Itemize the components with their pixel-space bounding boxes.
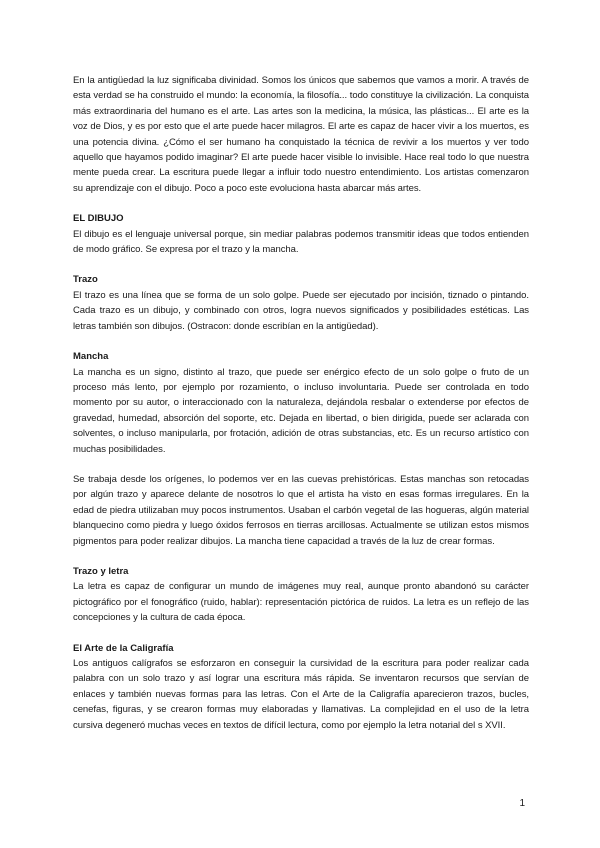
intro-paragraph: En la antigüedad la luz significaba divinidad. Somos los únicos que sabemos que vamos a morir. A través de esta verdad se ha construido el mundo: la economía, la filosofía... todo constituye la civilización. La conquista más extraordinaria del humano es el arte. Las artes son la medicina, la música, las plásticas... El arte es la voz de Dios, y es por esto que el arte puede hacer milagros. El arte es capaz de hacer vivir a los muertos, es una potencia divina. ¿Cómo el ser humano ha conquistado la técnica de revivir a los muertos y ver todo aquello que hayamos podido imaginar? El arte puede hacer visible lo invisible. Hace real todo lo que nuestra mente pueda crear. La escritura puede llegar a influir todo nuestro entendimiento. Los artistas comenzaron su aprendizaje con el dibujo. Poco a poco este evoluciona hasta abarcar más artes. [73, 75, 529, 194]
dibujo-paragraph: El dibujo es el lenguaje universal porque, sin mediar palabras podemos transmitir ideas que todos entienden de modo gráfico. Se expresa por el trazo y la mancha. [73, 228, 529, 256]
heading-caligrafia: El Arte de la Caligrafía [73, 642, 174, 654]
trazo-y-letra-paragraph: La letra es capaz de configurar un mundo de imágenes muy real, aunque pronto abandonó su carácter pictográfico por el fonográfico (ruido, hablar): representación pictórica de ruidos. La letra es un reflejo de las concepciones y la cultura de cada época. [73, 581, 529, 624]
mancha-paragraph: La mancha es un signo, distinto al trazo, que puede ser enérgico efecto de un solo golpe o fruto de un proceso más lento, por ejemplo por rozamiento, o incluso involuntaria. Puede ser controlada en todo momento por su autor, o interaccionado con la naturaleza, dejándola resbalar o extenderse por efectos de gravedad, humedad, absorción del soporte, etc. Dejada en libertad, o bien dirigida, puede ser aclarada con solventes, o incluso manipularla, por frotación, adición de otras substancias, etc. Es un recurso artístico con muchas posibilidades. [73, 366, 529, 455]
heading-trazo: Trazo [73, 274, 98, 286]
caligrafia-paragraph: Los antiguos calígrafos se esforzaron en conseguir la cursividad de la escritura para poder realizar cada palabra con un solo trazo y así lograr una escritura más rápida. Se inventaron recursos que servían de enlaces y también nuevas formas para las letras. Con el Arte de la Caligrafía aparecieron trazos, bucles, cenefas, figuras, y se crearon formas muy elaboradas y llamativas. La complejidad en el uso de la letra cursiva degeneró muchas veces en textos de difícil lectura, como por ejemplo la letra notarial del s XVII. [73, 658, 529, 731]
document-body [73, 73, 529, 733]
heading-trazo-y-letra: Trazo y letra [73, 565, 129, 577]
heading-mancha: Mancha [73, 351, 109, 363]
heading-el-dibujo: EL DIBUJO [73, 213, 124, 225]
mancha-paragraph-2: Se trabaja desde los orígenes, lo podemos ver en las cuevas prehistóricas. Estas manchas son retocadas por algún trazo y aparece delante de nosotros lo que el artista ha visto en esas formas irregulares. En la edad de piedra utilizaban muy pocos instrumentos. Usaban el carbón vegetal de las hogueras, algún material blanquecino como piedra y luego óxidos ferrosos en tierras arcillosas. Actualmente se utilizan estos mismos pigmentos para poder realizar dibujos. La mancha tiene capacidad a través de la luz de crear formas. [73, 473, 529, 547]
trazo-paragraph: El trazo es una línea que se forma de un solo golpe. Puede ser ejecutado por incisión, tiznado o pintando. Cada trazo es un dibujo, y combinado con otros, logra nuevos significados y posibilidades estéticas. Las letras también son dibujos. (Ostracon: donde escribían en la antigüedad). [73, 289, 529, 332]
page-number: 1 [519, 798, 525, 809]
